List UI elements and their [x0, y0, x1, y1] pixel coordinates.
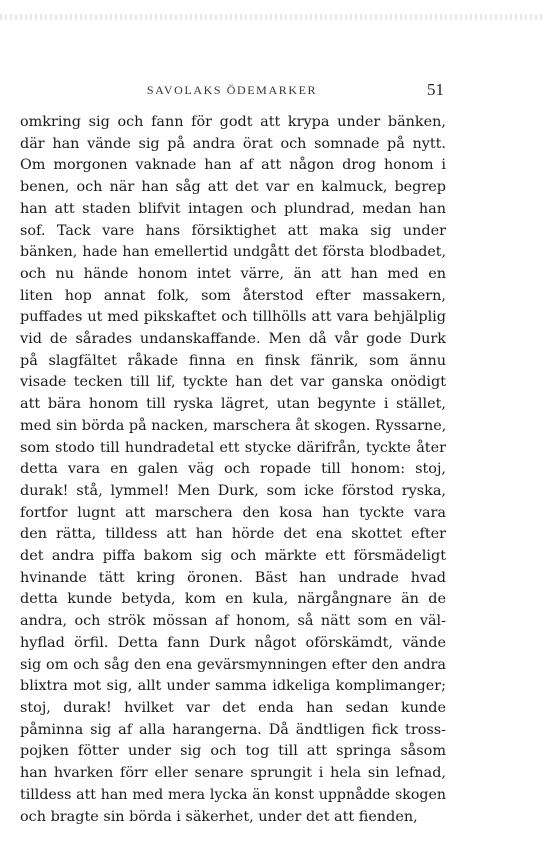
text-line: andra, och strök mössan af honom, så nätt som en väl-: [20, 613, 446, 630]
page-header: [20, 80, 444, 102]
text-line: hyflad örfil. Detta fann Durk något oförskämdt, vände: [20, 634, 446, 651]
text-line: benen, och när han såg att det var en kalmuck, begrep: [20, 179, 446, 196]
text-line: och nu hände honom intet värre, än att han med en: [20, 265, 446, 282]
text-line: påminna sig af alla harangerna. Då ändtligen fick tross-: [20, 721, 446, 738]
text-line: visade tecken till lif, tyckte han det var ganska onödigt: [20, 374, 446, 391]
text-line: han hvarken förr eller senare sprungit i hela sin lefnad,: [20, 765, 446, 782]
text-line: vid de sårades undanskaffande. Men då vår gode Durk: [20, 331, 446, 348]
text-line: pojken fötter under sig och tog till att springa såsom: [20, 743, 446, 760]
text-line: och bragte sin börda i säkerhet, under det att fienden,: [20, 808, 418, 825]
text-line: där han vände sig på andra örat och somnade på nytt.: [20, 135, 446, 152]
text-line: fortfor lugnt att marschera den kosa han tyckte vara: [20, 504, 446, 521]
text-line: durak! stå, lymmel! Men Durk, som icke förstod ryska,: [20, 482, 446, 499]
text-line: stoj, durak! hvilket var det enda han sedan kunde: [20, 699, 446, 716]
page-number: 51: [427, 80, 444, 99]
text-line: sof. Tack vare hans försiktighet att maka sig under: [20, 222, 446, 239]
text-line: tilldess att han med mera lycka än konst uppnådde skogen: [20, 786, 446, 803]
text-line: på slagfältet råkade finna en finsk fänrik, som ännu: [20, 352, 446, 369]
text-line: han att staden blifvit intagen och plundrad, medan han: [20, 200, 446, 217]
body-text: [20, 112, 446, 828]
text-line: att bära honom till ryska lägret, utan begynte i stället,: [20, 396, 446, 413]
running-head: SAVOLAKS ÖDEMARKER: [146, 83, 318, 97]
text-line: Om morgonen vaknade han af att någon drog honom i: [20, 157, 446, 174]
text-line: som stodo till hundradetal ett stycke därifrån, tyckte åter: [20, 439, 446, 456]
text-line: bänken, hade han emellertid undgått det första blodbadet,: [20, 244, 446, 261]
text-line: det andra piffa bakom sig och märkte ett försmädeligt: [20, 548, 446, 565]
text-line: sig om och såg den ena gevärsmynningen efter den andra: [20, 656, 446, 673]
text-line: detta vara en galen väg och ropade till honom: stoj,: [20, 461, 446, 478]
text-line: omkring sig och fann för godt att krypa under bänken,: [20, 114, 446, 130]
text-line: blixtra mot sig, allt under samma idkeliga komplimanger;: [20, 678, 446, 695]
text-line: puffades ut med pikskaftet och tillhölls att vara behjälplig: [20, 309, 446, 326]
text-line: med sin börda på nacken, marschera åt skogen. Ryssarne,: [20, 417, 447, 434]
scan-edge-artifact: [0, 14, 544, 20]
text-line: den rätta, tilldess att han hörde det ena skottet efter: [20, 526, 446, 543]
text-line: detta kunde betyda, kom en kula, närgångnare än de: [20, 591, 446, 608]
text-line: liten hop annat folk, som återstod efter massakern,: [20, 287, 446, 304]
text-line: hvinande tätt kring öronen. Bäst han undrade hvad: [20, 569, 446, 586]
